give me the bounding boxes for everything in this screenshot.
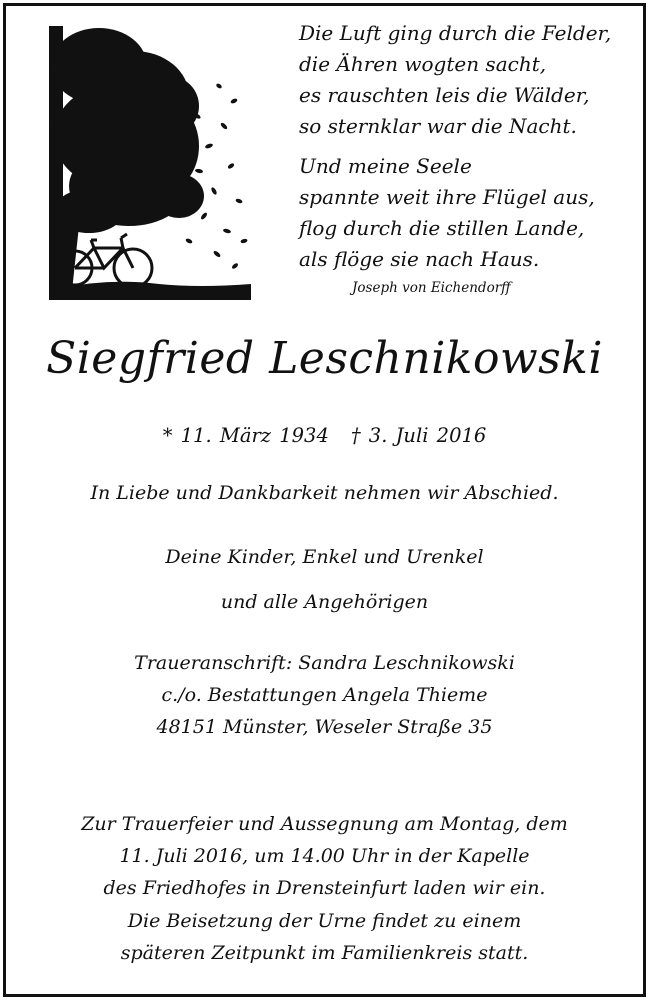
mourning-address (0, 647, 649, 743)
family-line: Deine Kinder, Enkel und Urenkel (165, 546, 484, 568)
life-dates (0, 424, 649, 447)
poem (299, 18, 629, 275)
deceased-name: Siegfried Leschnikowski (46, 333, 603, 384)
burial-line: Die Beisetzung der Urne findet zu einem (127, 910, 522, 932)
tree-bicycle-illustration (49, 26, 251, 300)
farewell-text: In Liebe und Dankbarkeit nehmen wir Abschied. (90, 482, 559, 504)
burial-line: späteren Zeitpunkt im Familienkreis statt. (120, 942, 529, 964)
ceremony-info (0, 808, 649, 904)
ceremony-line: 11. Juli 2016, um 14.00 Uhr in der Kapelle (119, 845, 530, 867)
relatives-line: und alle Angehörigen (220, 591, 429, 613)
poem-line: die Ähren wogten sacht, (299, 52, 547, 76)
poem-author: Joseph von Eichendorff (352, 280, 511, 296)
poem-line: als flöge sie nach Haus. (299, 247, 540, 271)
birth-date: * 11. März 1934 (162, 424, 329, 447)
address-line: c./o. Bestattungen Angela Thieme (161, 684, 488, 706)
poem-line: Die Luft ging durch die Felder, (299, 21, 612, 45)
ceremony-line: Zur Trauerfeier und Aussegnung am Montag, dem (81, 813, 568, 835)
address-line: 48151 Münster, Weseler Straße 35 (156, 716, 493, 738)
ceremony-line: des Friedhofes in Drensteinfurt laden wir ein. (103, 877, 546, 899)
poem-line: so sternklar war die Nacht. (299, 114, 577, 138)
poem-line: spannte weit ihre Flügel aus, (299, 185, 595, 209)
death-date: † 3. Juli 2016 (350, 424, 487, 447)
poem-line: Und meine Seele (299, 154, 472, 178)
address-line: Traueranschrift: Sandra Leschnikowski (134, 652, 515, 674)
poem-line: flog durch die stillen Lande, (299, 216, 585, 240)
burial-info (0, 905, 649, 969)
poem-line: es rauschten leis die Wälder, (299, 83, 590, 107)
